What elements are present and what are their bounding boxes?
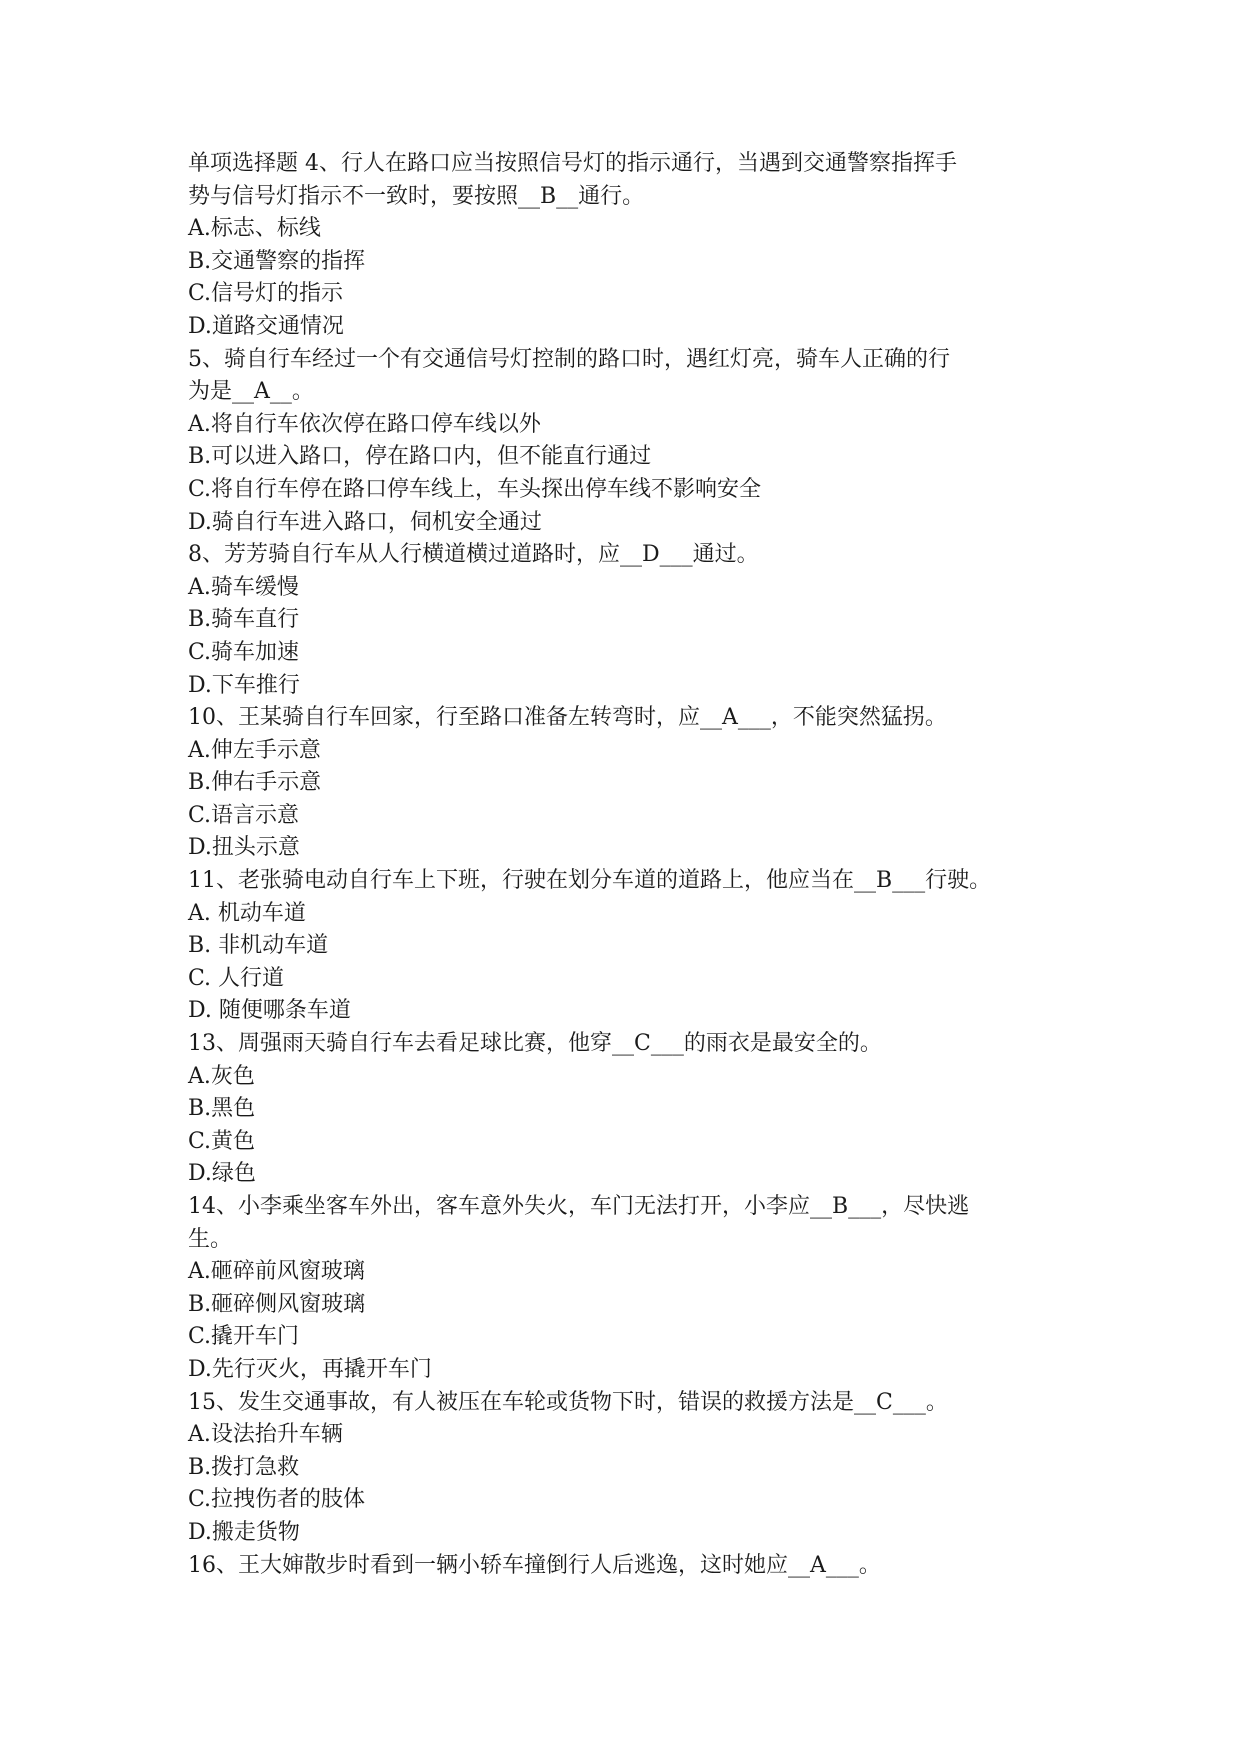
- question-5-stem-cont: 为是__A__。: [188, 379, 314, 405]
- question-14-option-a: A.砸碎前风窗玻璃: [188, 1259, 365, 1285]
- question-15-stem: 15、发生交通事故，有人被压在车轮或货物下时，错误的救援方法是__C___。: [188, 1389, 948, 1415]
- question-10-option-d: D.扭头示意: [188, 835, 300, 861]
- question-10-option-b: B.伸右手示意: [188, 770, 322, 796]
- question-10-option-a: A.伸左手示意: [188, 737, 321, 763]
- question-8-option-a: A.骑车缓慢: [188, 574, 299, 600]
- question-15-option-d: D.搬走货物: [188, 1519, 300, 1545]
- question-4-option-b: B.交通警察的指挥: [188, 248, 366, 274]
- question-13-option-d: D.绿色: [188, 1161, 256, 1187]
- document-body: [188, 148, 1058, 1582]
- question-11-option-d: D. 随便哪条车道: [188, 998, 351, 1024]
- question-4-option-d: D.道路交通情况: [188, 313, 344, 339]
- question-16-stem: 16、王大婶散步时看到一辆小轿车撞倒行人后逃逸，这时她应__A___。: [188, 1552, 881, 1578]
- question-8-option-c: C.骑车加速: [188, 639, 300, 665]
- question-4-stem: 单项选择题 4、行人在路口应当按照信号灯的指示通行，当遇到交通警察指挥手: [188, 151, 957, 176]
- question-14-option-b: B.砸碎侧风窗玻璃: [188, 1291, 366, 1317]
- question-15-option-c: C.拉拽伤者的肢体: [188, 1487, 366, 1513]
- question-13-stem: 13、周强雨天骑自行车去看足球比赛，他穿__C___的雨衣是最安全的。: [188, 1031, 882, 1057]
- question-14-option-d: D.先行灭火，再撬开车门: [188, 1356, 432, 1382]
- question-8-option-d: D.下车推行: [188, 672, 300, 698]
- question-11-option-b: B. 非机动车道: [188, 933, 329, 959]
- question-15-option-b: B.拨打急救: [188, 1454, 300, 1480]
- question-13-option-b: B.黑色: [188, 1096, 256, 1122]
- question-14-option-c: C.撬开车门: [188, 1324, 300, 1350]
- question-11-stem: 11、老张骑电动自行车上下班，行驶在划分车道的道路上，他应当在__B___行驶。: [188, 868, 992, 894]
- question-15-option-a: A.设法抬升车辆: [188, 1422, 343, 1448]
- question-13-option-a: A.灰色: [188, 1063, 255, 1089]
- question-5-option-a: A.将自行车依次停在路口停车线以外: [188, 411, 541, 437]
- question-4-option-c: C.信号灯的指示: [188, 281, 344, 307]
- question-11-option-c: C. 人行道: [188, 965, 285, 991]
- question-5-stem: 5、骑自行车经过一个有交通信号灯控制的路口时，遇红灯亮，骑车人正确的行: [188, 346, 950, 372]
- question-14-stem-cont: 生。: [188, 1226, 233, 1252]
- question-10-option-c: C.语言示意: [188, 802, 300, 828]
- question-8-stem: 8、芳芳骑自行车从人行横道横过道路时，应__D___通过。: [188, 542, 759, 568]
- question-14-stem: 14、小李乘坐客车外出，客车意外失火，车门无法打开，小李应__B___，尽快逃: [188, 1194, 970, 1219]
- question-4-stem-cont: 势与信号灯指示不一致时，要按照__B__通行。: [188, 183, 645, 209]
- question-13-option-c: C.黄色: [188, 1128, 256, 1154]
- question-11-option-a: A. 机动车道: [188, 900, 306, 926]
- question-5-option-b: B.可以进入路口，停在路口内，但不能直行通过: [188, 444, 652, 470]
- question-10-stem: 10、王某骑自行车回家，行至路口准备左转弯时，应__A___，不能突然猛拐。: [188, 705, 947, 731]
- question-8-option-b: B.骑车直行: [188, 607, 300, 633]
- question-5-option-d: D.骑自行车进入路口，伺机安全通过: [188, 509, 542, 535]
- question-4-option-a: A.标志、标线: [188, 216, 321, 242]
- question-5-option-c: C.将自行车停在路口停车线上，车头探出停车线不影响安全: [188, 476, 762, 502]
